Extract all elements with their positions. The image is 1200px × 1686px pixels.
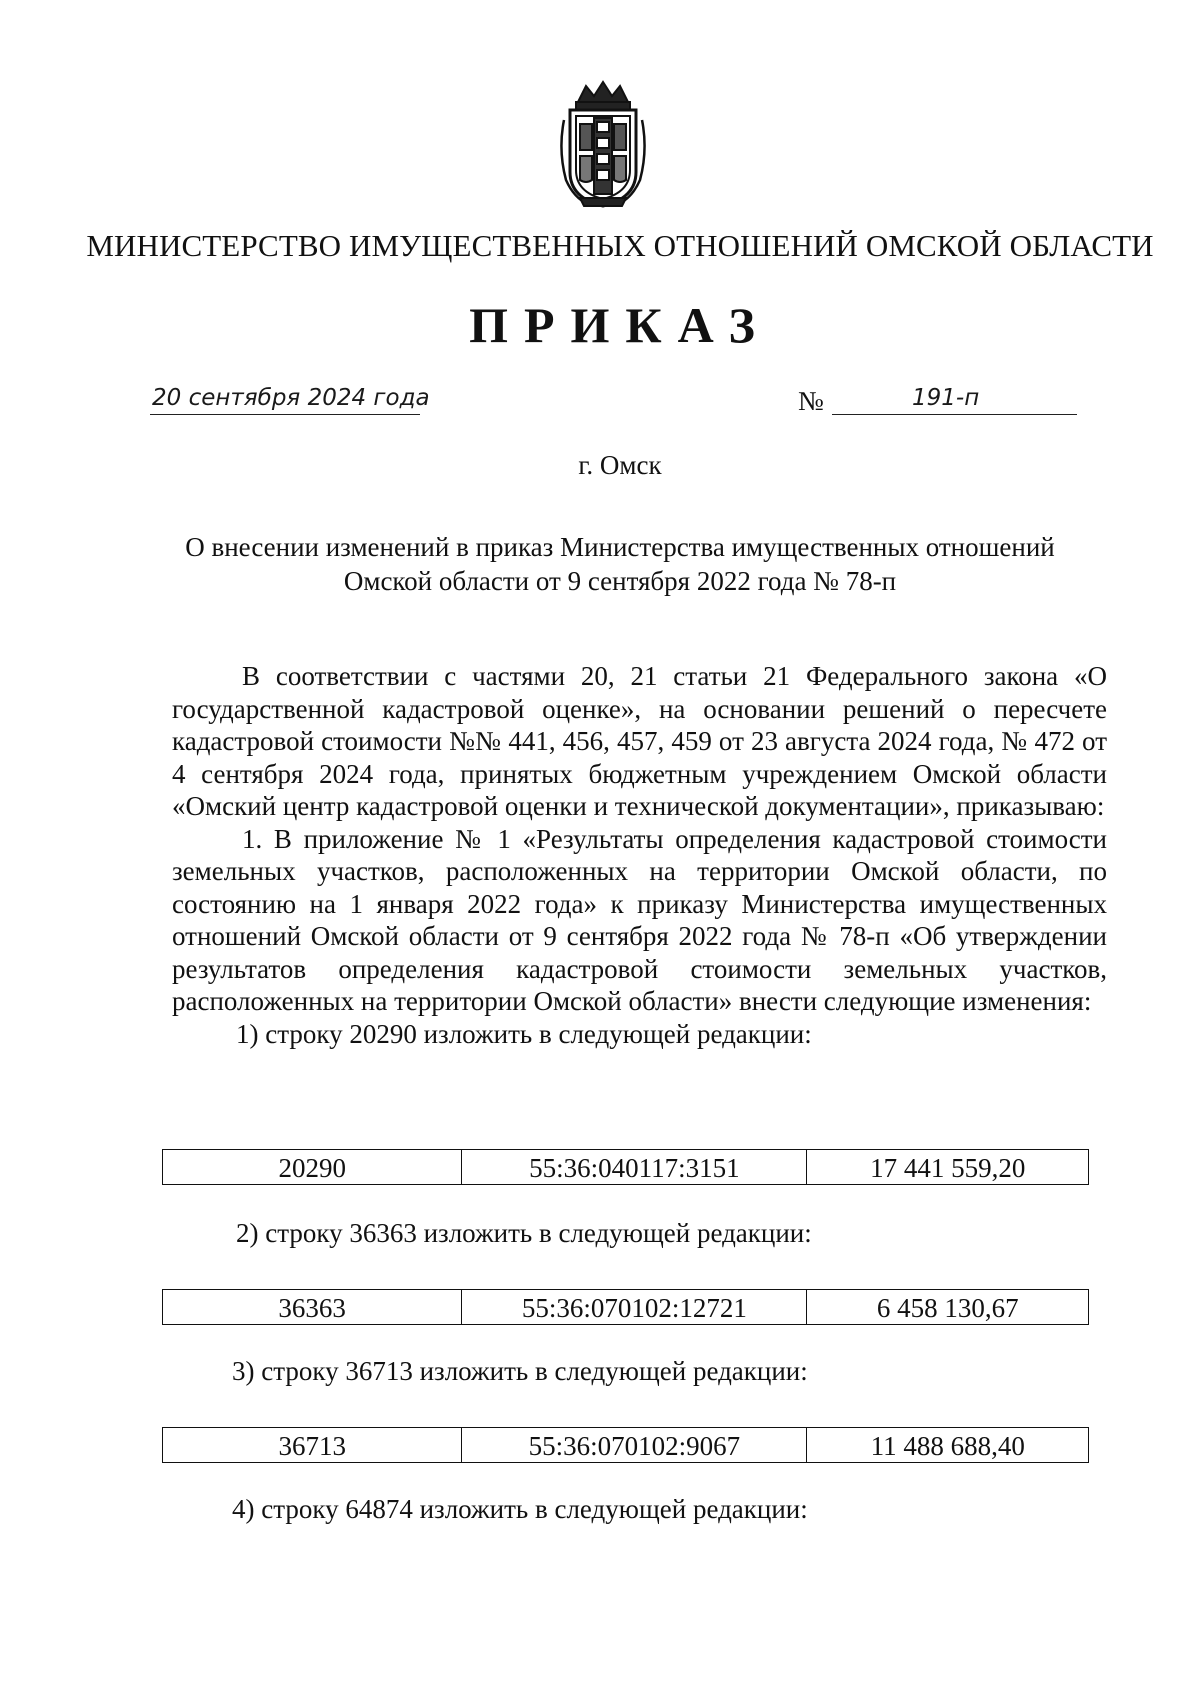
- date-underline: [150, 414, 420, 415]
- amendment-1-table: [162, 1149, 1089, 1185]
- order-date-handwritten: 20 сентября 2024 года: [152, 385, 430, 411]
- cadastral-number-cell: 55:36:040117:3151: [462, 1150, 807, 1185]
- row-number-cell: 36363: [163, 1290, 462, 1325]
- order-body: [172, 660, 1107, 1050]
- cadastral-number-cell: 55:36:070102:12721: [462, 1290, 807, 1325]
- preamble-paragraph: В соответствии с частями 20, 21 статьи 21 Федерального закона «О государственной кадастровой оценке», на основании решений о пересчете кадастровой стоимости №№ 441, 456, 457, 459 от 23 августа 2024 года, № 472 от 4 сентября 2024 года, принятых бюджетным учреждением Омской области «Омский центр кадастровой оценки и технической документации», приказываю:: [172, 661, 1107, 821]
- cadastral-number-cell: 55:36:070102:9067: [462, 1428, 807, 1463]
- amendment-4-heading: 4) строку 64874 изложить в следующей редакции:: [232, 1494, 808, 1524]
- subject-line-2: Омской области от 9 сентября 2022 года № 78-п: [343, 566, 897, 596]
- table-row: [163, 1150, 1089, 1185]
- number-underline: [832, 414, 1077, 415]
- item-1-paragraph: 1. В приложение № 1 «Результаты определения кадастровой стоимости земельных участков, расположенных на территории Омской области, по состоянию на 1 января 2022 года» к приказу Министерства имущественных отношений Омской области от 9 сентября 2022 года № 78-п «Об утверждении результатов определения кадастровой стоимости земельных участков, расположенных на территории Омской области» внести следующие изменения:: [172, 823, 1107, 1016]
- order-number-handwritten: 191-п: [912, 385, 980, 411]
- table-row: [163, 1428, 1089, 1463]
- row-number-cell: 36713: [163, 1428, 462, 1463]
- cadastral-value-cell: 17 441 559,20: [807, 1150, 1089, 1185]
- cadastral-value-cell: 6 458 130,67: [807, 1290, 1089, 1325]
- amendment-1-heading: 1) строку 20290 изложить в следующей редакции:: [236, 1018, 812, 1049]
- order-subject: [150, 530, 1090, 598]
- city-name: г. Омск: [578, 450, 662, 480]
- document-type-title: ПРИКАЗ: [469, 297, 771, 353]
- omsk-coat-of-arms-icon: [548, 80, 658, 210]
- order-number-label: №: [798, 386, 824, 416]
- amendment-2-heading: 2) строку 36363 изложить в следующей редакции:: [236, 1218, 812, 1248]
- amendment-3-heading: 3) строку 36713 изложить в следующей редакции:: [232, 1356, 808, 1386]
- subject-line-1: О внесении изменений в приказ Министерства имущественных отношений: [185, 532, 1055, 562]
- row-number-cell: 20290: [163, 1150, 462, 1185]
- cadastral-value-cell: 11 488 688,40: [807, 1428, 1089, 1463]
- amendment-2-table: [162, 1289, 1089, 1325]
- table-row: [163, 1290, 1089, 1325]
- ministry-name: МИНИСТЕРСТВО ИМУЩЕСТВЕННЫХ ОТНОШЕНИЙ ОМСКОЙ ОБЛАСТИ: [86, 228, 1154, 263]
- amendment-3-table: [162, 1427, 1089, 1463]
